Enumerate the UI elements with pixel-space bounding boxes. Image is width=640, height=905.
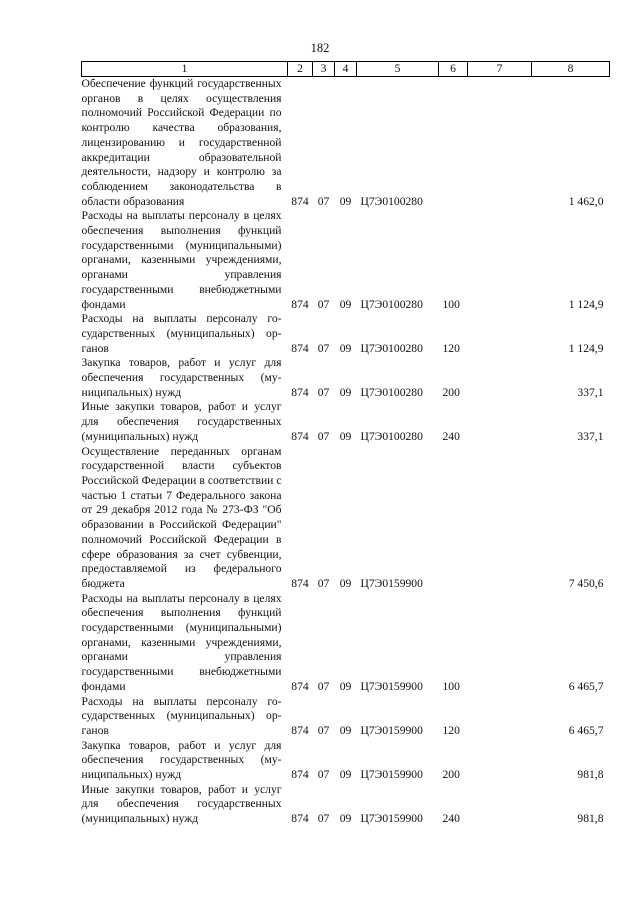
header-col-5: 5	[357, 62, 439, 77]
row-name: Иные закупки товаров, работ и услуг для обеспечения государственных (муниципальных) нужд	[81, 400, 282, 443]
table-row	[82, 356, 610, 400]
row-col-7	[468, 592, 532, 695]
row-ved-code: 874	[291, 194, 309, 208]
row-amount: 337,1	[577, 385, 604, 399]
row-ved-code: 874	[291, 768, 309, 782]
row-section: 07	[317, 194, 330, 208]
table-row	[82, 695, 610, 739]
row-name: Расходы на выплаты персоналу государственных (муниципальных) органов	[81, 694, 282, 737]
row-target-article: Ц7Э0100280	[360, 429, 423, 443]
row-section: 07	[317, 385, 330, 399]
row-expense-type: 100	[442, 297, 460, 311]
row-name: Осуществление переданных органам государственной власти субъектов Российской Федерации в соответствии с частью 1 статьи 7 Федерального закона от 29 декабря 2012 года № 273-ФЗ "Об образовании в Российской Федерации" полномочий Российской Федерации в сфере образования за счет субвенции, предоставляемой из федерального бюджета	[81, 444, 282, 590]
row-amount: 1 124,9	[568, 341, 604, 355]
row-ved-code: 874	[291, 812, 309, 826]
row-col-7	[468, 445, 532, 592]
table-body	[82, 77, 610, 827]
row-name: Закупка товаров, работ и услуг для обеспечения государственных (муниципальных) нужд	[81, 738, 282, 782]
header-col-7: 7	[468, 62, 532, 77]
row-expense-type: 200	[442, 768, 460, 782]
row-name: Обеспечение функций государственных органов в целях осуществления полномочий Российской Федерации по контролю качества образования, лицензированию и государственной аккредитации образовательной деятельности, надзору и контролю за соблюдением законодательства в области образования	[81, 77, 282, 208]
row-subsection: 09	[339, 679, 352, 693]
table-row	[82, 209, 610, 312]
row-target-article: Ц7Э0100280	[360, 297, 423, 311]
row-amount: 7 450,6	[568, 576, 604, 590]
row-ved-code: 874	[291, 385, 309, 399]
row-col-7	[468, 739, 532, 783]
row-amount: 337,1	[577, 429, 604, 443]
row-amount: 1 124,9	[568, 297, 604, 311]
header-col-6: 6	[439, 62, 468, 77]
row-col-7	[468, 356, 532, 400]
row-target-article: Ц7Э0159900	[360, 723, 423, 737]
row-target-article: Ц7Э0100280	[360, 194, 423, 208]
header-row	[82, 62, 610, 77]
row-subsection: 09	[339, 194, 352, 208]
row-ved-code: 874	[291, 679, 309, 693]
row-section: 07	[317, 341, 330, 355]
row-name: Расходы на выплаты персоналу в целях обеспечения выполнения функций государственными (муниципальными) органами, казенными учреждениями, органами управления государственными внебюджетными фондами	[81, 591, 282, 693]
row-col-7	[468, 783, 532, 827]
row-section: 07	[317, 768, 330, 782]
row-subsection: 09	[339, 768, 352, 782]
row-expense-type: 240	[442, 429, 460, 443]
row-ved-code: 874	[291, 341, 309, 355]
row-expense-type	[439, 77, 468, 210]
row-col-7	[468, 400, 532, 444]
row-amount: 6 465,7	[568, 679, 604, 693]
row-expense-type: 200	[442, 385, 460, 399]
header-col-4: 4	[335, 62, 357, 77]
table-row	[82, 445, 610, 592]
row-section: 07	[317, 576, 330, 590]
row-section: 07	[317, 723, 330, 737]
row-subsection: 09	[339, 429, 352, 443]
row-section: 07	[317, 429, 330, 443]
row-expense-type: 100	[442, 679, 460, 693]
row-target-article: Ц7Э0159900	[360, 768, 423, 782]
table-row	[82, 77, 610, 210]
table-row	[82, 400, 610, 444]
header-col-2: 2	[288, 62, 313, 77]
header-col-8: 8	[532, 62, 610, 77]
header-col-1: 1	[82, 62, 288, 77]
row-expense-type: 240	[442, 812, 460, 826]
table-row	[82, 592, 610, 695]
budget-table	[81, 61, 610, 827]
row-col-7	[468, 209, 532, 312]
row-ved-code: 874	[291, 297, 309, 311]
row-target-article: Ц7Э0159900	[360, 576, 423, 590]
row-subsection: 09	[339, 723, 352, 737]
row-col-7	[468, 77, 532, 210]
table-row	[82, 312, 610, 356]
row-section: 07	[317, 679, 330, 693]
row-name: Расходы на выплаты персоналу в целях обеспечения выполнения функций государственными (муниципальными) органами, казенными учреждениями, органами управления государственными внебюджетными фондами	[81, 209, 282, 311]
row-ved-code: 874	[291, 576, 309, 590]
row-ved-code: 874	[291, 429, 309, 443]
row-expense-type: 120	[442, 723, 460, 737]
row-expense-type	[439, 445, 468, 592]
row-subsection: 09	[339, 576, 352, 590]
header-col-3: 3	[313, 62, 335, 77]
row-target-article: Ц7Э0159900	[360, 812, 423, 826]
table-row	[82, 783, 610, 827]
row-section: 07	[317, 297, 330, 311]
row-amount: 981,8	[577, 812, 604, 826]
row-name: Расходы на выплаты персоналу государственных (муниципальных) органов	[81, 312, 282, 355]
row-amount: 6 465,7	[568, 723, 604, 737]
row-col-7	[468, 695, 532, 739]
row-col-7	[468, 312, 532, 356]
table-header	[82, 62, 610, 77]
row-amount: 1 462,0	[568, 194, 604, 208]
page-number: 182	[310, 41, 330, 55]
row-name: Иные закупки товаров, работ и услуг для обеспечения государственных (муниципальных) нужд	[81, 782, 282, 826]
row-subsection: 09	[339, 341, 352, 355]
row-target-article: Ц7Э0100280	[360, 341, 423, 355]
row-subsection: 09	[339, 812, 352, 826]
row-target-article: Ц7Э0100280	[360, 385, 423, 399]
row-expense-type: 120	[442, 341, 460, 355]
row-amount: 981,8	[577, 768, 604, 782]
row-target-article: Ц7Э0159900	[360, 679, 423, 693]
row-section: 07	[317, 812, 330, 826]
table-row	[82, 739, 610, 783]
row-name: Закупка товаров, работ и услуг для обеспечения государственных (муниципальных) нужд	[81, 356, 282, 399]
row-ved-code: 874	[291, 723, 309, 737]
row-subsection: 09	[339, 385, 352, 399]
row-subsection: 09	[339, 297, 352, 311]
